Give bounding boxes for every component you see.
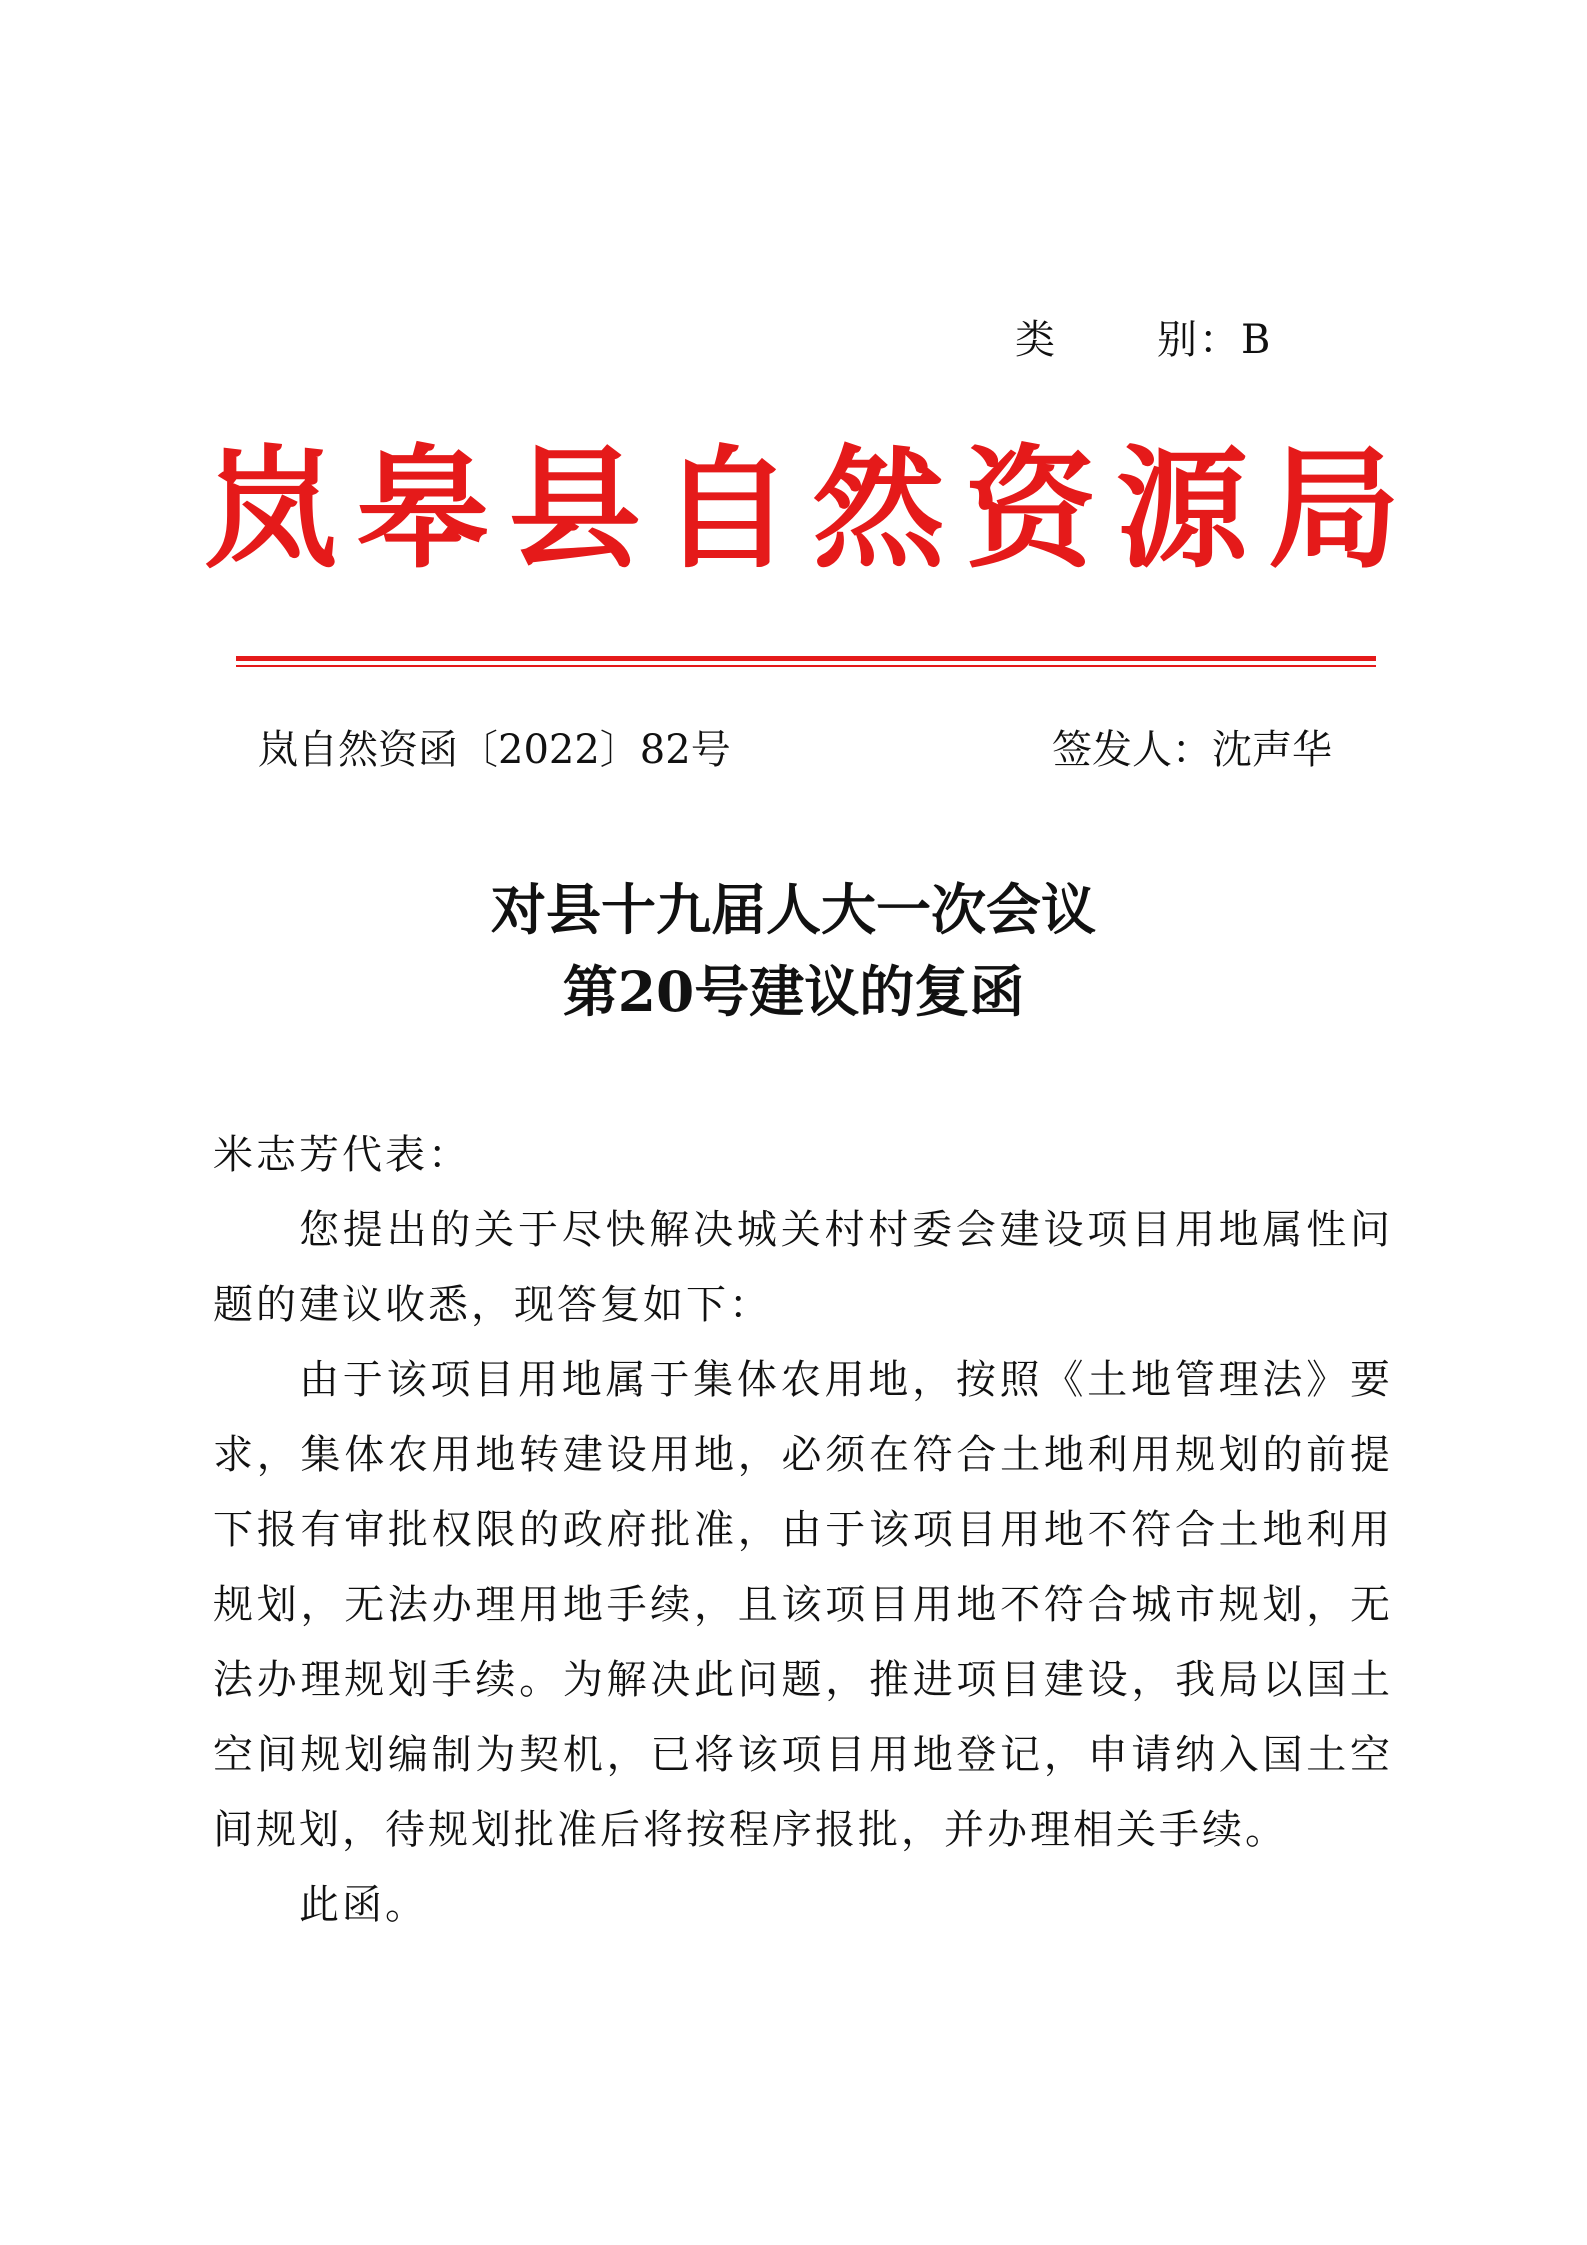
agency-char: 岚 [205, 432, 337, 587]
header-divider-thin [236, 665, 1376, 667]
agency-char: 资 [964, 432, 1097, 587]
agency-name-header [205, 430, 1400, 590]
body-paragraph: 您提出的关于尽快解决城关村村委会建设项目用地属性问题的建议收悉，现答复如下： [213, 1207, 1393, 1328]
category-label-1: 类 [1015, 317, 1057, 363]
body-paragraph: 由于该项目用地属于集体农用地，按照《土地管理法》要求，集体农用地转建设用地，必须在符合土地利用规划的前提下报有审批权限的政府批准，由于该项目用地不符合土地利用规划，无法办理用地手续，且该项目用地不符合城市规划，无法办理规划手续。为解决此问题，推进项目建设，我局以国土空间规划编制为契机，已将该项目用地登记，申请纳入国土空间规划，待规划批准后将按程序报批，并办理相关手续。 [213, 1357, 1393, 1853]
agency-char: 皋 [356, 432, 489, 587]
agency-char: 自 [660, 432, 793, 587]
category-label-2: 别：B [1157, 317, 1273, 363]
document-number: 岚自然资函〔2022〕82号 [258, 727, 731, 773]
salutation: 米志芳代表： [213, 1132, 471, 1178]
agency-char: 然 [812, 432, 945, 587]
document-category [1015, 310, 1272, 370]
document-title-line-1: 对县十九届人大一次会议 [490, 877, 1096, 942]
agency-char: 县 [508, 432, 641, 587]
agency-char: 局 [1267, 432, 1400, 587]
agency-char: 源 [1116, 432, 1249, 587]
signer: 签发人：沈声华 [1052, 727, 1332, 773]
closing-paragraph: 此函。 [299, 1882, 428, 1928]
letter-body [213, 1118, 1393, 1943]
header-divider-thick [236, 656, 1376, 661]
document-title-line-2: 第20号建议的复函 [562, 959, 1025, 1024]
